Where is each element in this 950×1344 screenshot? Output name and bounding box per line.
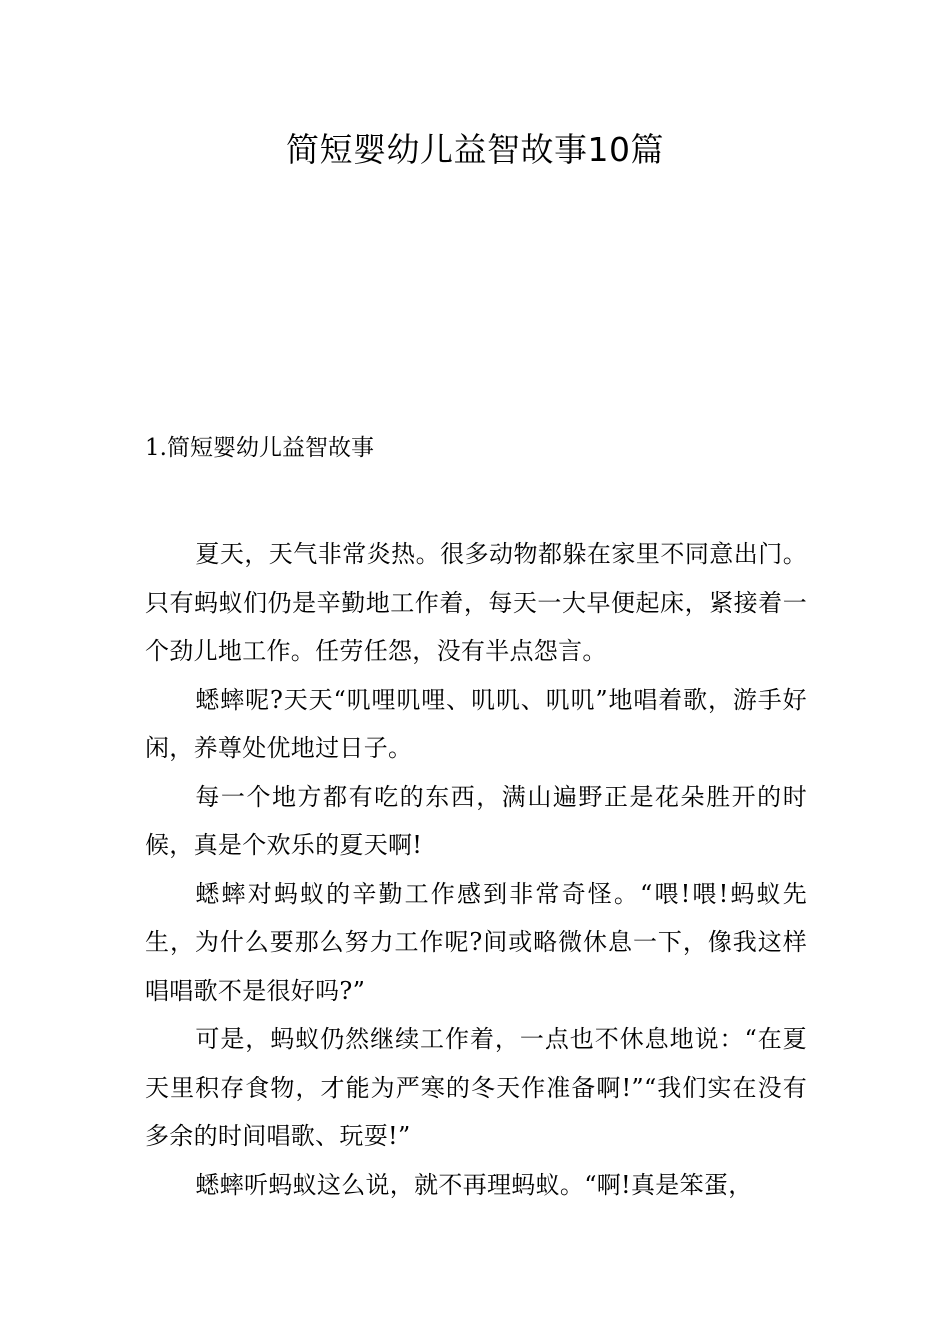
- story-paragraph: 可是，蚂蚁仍然继续工作着，一点也不休息地说：“在夏天里积存食物，才能为严寒的冬天作准备啊!”“我们实在没有多余的时间唱歌、玩耍!”: [145, 1025, 807, 1150]
- story-paragraph: 夏天，天气非常炎热。很多动物都躲在家里不同意出门。只有蚂蚁们仍是辛勤地工作着，每天一大早便起床，紧接着一个劲儿地工作。任劳任怨，没有半点怨言。: [145, 540, 807, 665]
- section-heading: 1.简短婴幼儿益智故事: [145, 435, 374, 461]
- story-body: [145, 530, 807, 1209]
- story-paragraph: 每一个地方都有吃的东西，满山遍野正是花朵胜开的时候，真是个欢乐的夏天啊!: [145, 782, 807, 859]
- story-paragraph: 蟋蟀对蚂蚁的辛勤工作感到非常奇怪。“喂!喂!蚂蚁先生，为什么要那么努力工作呢?间或略微休息一下，像我这样唱唱歌不是很好吗?”: [145, 879, 807, 1005]
- story-paragraph: 蟋蟀听蚂蚁这么说，就不再理蚂蚁。“啊!真是笨蛋，: [195, 1170, 753, 1199]
- story-paragraph: 蟋蟀呢?天天“叽哩叽哩、叽叽、叽叽”地唱着歌，游手好闲，养尊处优地过日子。: [145, 685, 807, 762]
- document-title: 简短婴幼儿益智故事10篇: [286, 130, 664, 169]
